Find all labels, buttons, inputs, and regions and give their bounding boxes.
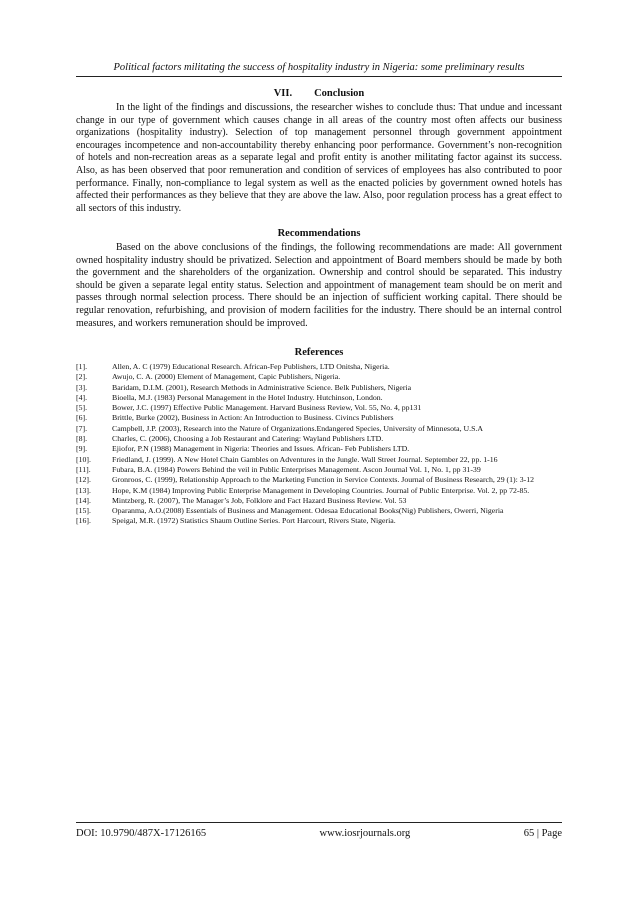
references-heading: References — [294, 347, 344, 358]
header-divider — [76, 76, 562, 77]
reference-text: Ejiofor, P.N (1988) Management in Nigeria: Theories and Issues. African- Feb Publishers LTD. — [112, 444, 410, 454]
reference-item — [76, 475, 562, 485]
reference-number: [1]. — [76, 362, 88, 371]
reference-number: [16]. — [76, 516, 91, 526]
reference-text: Awujo, C. A. (2000) Element of Management, Capic Publishers, Nigeria. — [112, 372, 341, 382]
reference-list — [76, 362, 562, 527]
footer-divider — [76, 822, 562, 823]
reference-text: Oparanma, A.O.(2008) Essentials of Business and Management. Odesaa Educational Books(Nig) Publishers, Owerri, Nigeria — [112, 506, 504, 516]
reference-item — [76, 413, 562, 423]
conclusion-paragraph: In the light of the findings and discussions, the researcher wishes to conclude thus: That undue and incessant change in our type of government which causes change in all areas of the country most often affects our business organizations (hospitality industry). Selection of top management personnel through government appointment encourages incompetence and non-accountability thereby enhancing poor performance. Government’s non-recognition of hotels and non-recreation areas as a separate legal and profit entity is another militating factor against its success. Also, as has been observed that poor remuneration and condition of services of employees has also contributed to poor performance. Finally, non-compliance to legal system as well as the enacted policies by government owned hotels has affected their performances as they believe that they are above the law. Also, poor regulation process has a great effect to all sectors of this industry. — [76, 102, 562, 214]
reference-item — [76, 486, 562, 496]
recommendations-paragraph: Based on the above conclusions of the findings, the following recommendations are made: All government owned hospitality industry should be privatized. Selection and appointment of Board members should be made by both the government and the shareholders of the organization. Ownership and control should be separated. This industry should be given a separate legal entity status. Selection and appointment of management team should be on merit and passes through normal selection process. There should be an injection of sufficient working capital. There should be regular renovation, refurbishing, and provision of modern facilities for the industry. There should be an internal control measures, and workers remuneration should be improved. — [76, 242, 562, 329]
section-number: VII. — [273, 88, 293, 99]
reference-text: Bioella, M.J. (1983) Personal Management in the Hotel Industry. Hutchinson, London. — [112, 392, 383, 402]
recommendations-heading: Recommendations — [277, 228, 361, 239]
reference-number: [15]. — [76, 506, 91, 516]
running-header: Political factors militating the success of hospitality industry in Nigeria: some preliminary results — [113, 62, 525, 73]
reference-text: Allen, A. C (1979) Educational Research. African-Fep Publishers, LTD Onitsha, Nigeria. — [112, 362, 390, 371]
reference-text: Bower, J.C. (1997) Effective Public Management. Harvard Business Review, Vol. 55, No. 4, pp131 — [112, 403, 422, 413]
reference-text: Gronroos, C. (1999), Relationship Approach to the Marketing Function in Service Contexts. Journal of Business Research, 29 (1): 3-12 — [112, 475, 535, 485]
reference-item — [76, 372, 562, 382]
reference-text: Hope, K.M (1984) Improving Public Enterprise Management in Developing Countries. Journal of Public Enterprise. Vol. 2, pp 72-85. — [112, 485, 530, 495]
reference-text: Brittle, Burke (2002), Business in Action: An Introduction to Business. Civincs Publishers — [112, 413, 394, 423]
reference-number: [6]. — [76, 413, 88, 423]
reference-number: [4]. — [76, 392, 88, 402]
doi-text: DOI: 10.9790/487X-17126165 — [76, 828, 207, 839]
reference-number: [9]. — [76, 444, 88, 454]
reference-number: [12]. — [76, 475, 91, 485]
section-title: Conclusion — [314, 88, 365, 99]
page-footer — [76, 828, 562, 839]
reference-text: Campbell, J.P. (2003), Research into the Nature of Organizations.Endangered Species, University of Minnesota, U.S.A — [112, 423, 483, 433]
reference-item — [76, 434, 562, 444]
reference-item — [76, 506, 562, 516]
website-link[interactable]: www.iosrjournals.org — [319, 828, 411, 839]
reference-number: [13]. — [76, 485, 91, 495]
conclusion-heading — [76, 88, 562, 99]
reference-item — [76, 362, 562, 372]
reference-item — [76, 516, 562, 526]
reference-item — [76, 403, 562, 413]
reference-text: Friedland, J. (1999). A New Hotel Chain Gambles on Adventures in the Jungle. Wall Street Journal. September 22, pp. 1-16 — [112, 454, 498, 464]
page-number: 65 | Page — [523, 828, 562, 839]
reference-item — [76, 383, 562, 393]
reference-text: Speigal, M.R. (1972) Statistics Shaum Outline Series. Port Harcourt, Rivers State, Nigeria. — [112, 516, 396, 526]
reference-text: Charles, C. (2006), Choosing a Job Restaurant and Catering: Wayland Publishers LTD. — [112, 434, 384, 444]
reference-number: [10]. — [76, 454, 91, 464]
reference-item — [76, 496, 562, 506]
reference-number: [3]. — [76, 382, 88, 392]
reference-number: [7]. — [76, 423, 88, 433]
reference-item — [76, 455, 562, 465]
reference-text: Mintzberg, R. (2007), The Manager’s Job, Folklore and Fact Hazard Business Review. Vol. 53 — [112, 495, 407, 505]
reference-number: [5]. — [76, 403, 88, 413]
reference-text: Baridam, D.I.M. (2001), Research Methods in Administrative Science. Belk Publishers, Nigeria — [112, 382, 412, 392]
reference-item — [76, 465, 562, 475]
reference-number: [8]. — [76, 434, 88, 444]
reference-number: [14]. — [76, 495, 91, 505]
reference-item — [76, 393, 562, 403]
reference-number: [2]. — [76, 372, 88, 382]
reference-item — [76, 424, 562, 434]
reference-item — [76, 444, 562, 454]
reference-text: Fubara, B.A. (1984) Powers Behind the veil in Public Enterprises Management. Ascon Journal Vol. 1, No. 1, pp 31-39 — [112, 464, 481, 474]
reference-number: [11]. — [76, 464, 91, 474]
